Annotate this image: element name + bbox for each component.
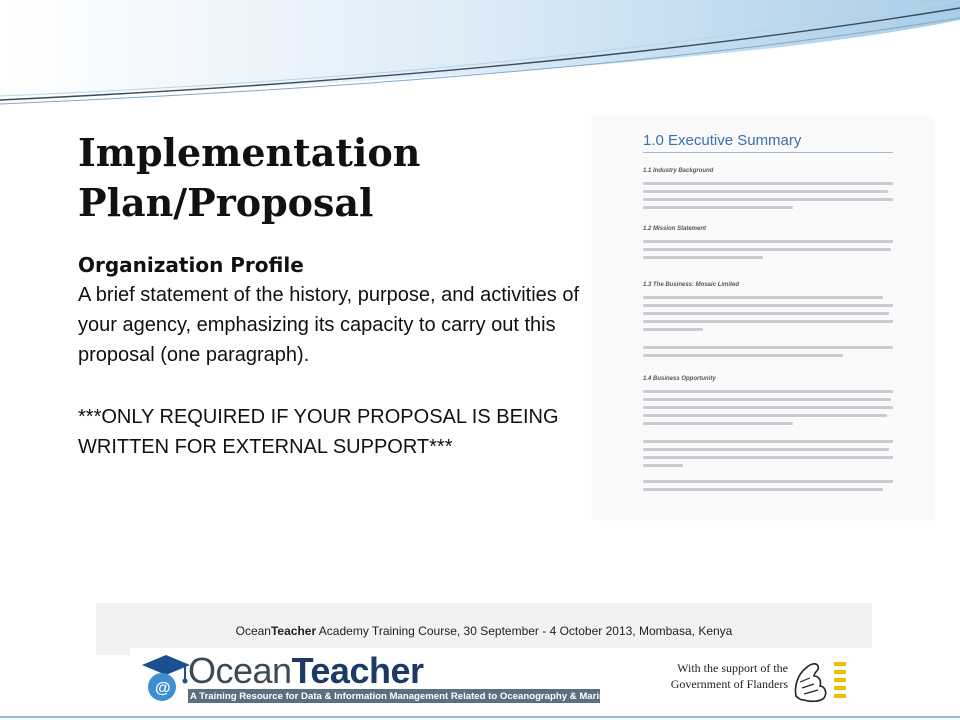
document-thumbnail	[593, 118, 933, 518]
thumbnail-text-line	[643, 464, 683, 467]
description-paragraph: A brief statement of the history, purpose, and activities of your agency, emphasizing its capacity to carry out this proposal (one paragraph).	[78, 284, 580, 366]
thumbnail-text-line	[643, 198, 893, 201]
thumbnail-section-heading: 1.4 Business Opportunity	[643, 376, 716, 382]
thumbnail-text-line	[643, 296, 883, 299]
thumbnail-rule	[643, 152, 893, 153]
flanders-lion-icon	[790, 656, 848, 706]
requirement-note: ***ONLY REQUIRED IF YOUR PROPOSAL IS BEING WRITTEN FOR EXTERNAL SUPPORT***	[78, 406, 559, 458]
thumbnail-text-line	[643, 248, 891, 251]
flanders-support-text	[648, 660, 788, 692]
support-line-1: With the support of the	[677, 661, 788, 675]
thumbnail-text-line	[643, 390, 893, 393]
thumbnail-text-line	[643, 456, 893, 459]
brand-ocean: Ocean	[188, 650, 292, 691]
bottom-border-line	[0, 716, 960, 718]
thumbnail-text-line	[643, 346, 893, 349]
thumbnail-text-line	[643, 414, 887, 417]
title-line-2: Plan/Proposal	[78, 180, 374, 225]
thumbnail-text-line	[643, 398, 891, 401]
thumbnail-text-line	[643, 480, 893, 483]
title-line-1: Implementation	[78, 130, 421, 175]
thumbnail-text-line	[643, 354, 843, 357]
thumbnail-text-line	[643, 406, 893, 409]
oceanteacher-tagline: A Training Resource for Data & Information Management Related to Oceanography & Marine Meteorology	[190, 691, 670, 702]
thumbnail-text-line	[643, 488, 883, 491]
thumbnail-text-line	[643, 312, 889, 315]
thumbnail-section-heading: 1.3 The Business: Mosaic Limited	[643, 282, 740, 288]
thumbnail-text-line	[643, 240, 893, 243]
thumbnail-text-line	[643, 182, 893, 185]
thumbnail-text-line	[643, 440, 893, 443]
thumbnail-text-line	[643, 304, 893, 307]
thumbnail-text-line	[643, 320, 893, 323]
section-heading: Organization Profile	[78, 253, 304, 277]
thumbnail-text-line	[643, 206, 793, 209]
slide-title	[78, 128, 420, 228]
footer-ocean: Ocean	[235, 624, 271, 638]
thumbnail-text-line	[643, 328, 703, 331]
thumbnail-title: 1.0 Executive Summary	[643, 132, 802, 149]
thumbnail-text-line	[643, 448, 889, 451]
thumbnail-text-line	[643, 422, 793, 425]
brand-teacher: Teacher	[291, 650, 424, 691]
thumbnail-section-heading: 1.2 Mission Statement	[643, 226, 707, 232]
support-line-2: Government of Flanders	[670, 677, 788, 691]
thumbnail-text-line	[643, 190, 888, 193]
footer-course-text	[96, 624, 872, 638]
footer-teacher: Teacher	[270, 624, 317, 638]
oceanteacher-wordmark	[188, 650, 423, 692]
slide-body	[78, 250, 593, 462]
thumbnail-text-line	[643, 256, 763, 259]
footer-course-details: Academy Training Course, 30 September - 4 October 2013, Mombasa, Kenya	[316, 624, 733, 638]
svg-text:@: @	[155, 680, 171, 697]
thumbnail-section-heading: 1.1 Industry Background	[643, 168, 714, 174]
header-swoosh	[0, 0, 960, 120]
